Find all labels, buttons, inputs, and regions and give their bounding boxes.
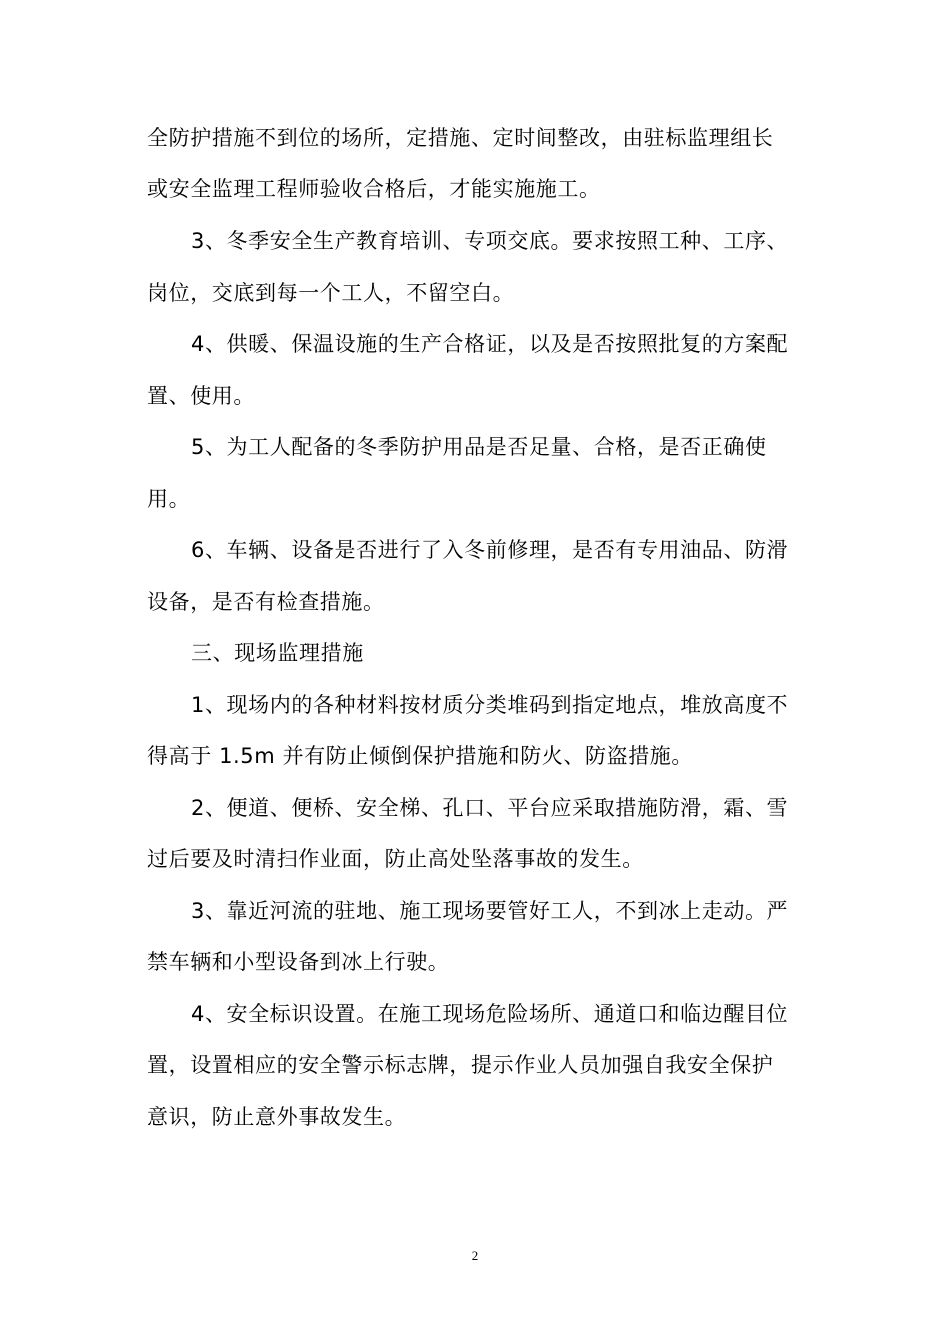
text-line: 置、使用。 [147, 384, 255, 408]
text-line: 或安全监理工程师验收合格后，才能实施施工。 [147, 177, 601, 201]
text-line: 5、为工人配备的冬季防护用品是否足量、合格，是否正确使 [191, 435, 767, 459]
text-line: 岗位，交底到每一个工人，不留空白。 [147, 281, 515, 305]
text-line: 3、靠近河流的驻地、施工现场要管好工人，不到冰上走动。严 [191, 899, 789, 923]
page-number: 2 [471, 1248, 479, 1263]
text-line: 禁车辆和小型设备到冰上行驶。 [147, 950, 450, 974]
text-line: 4、供暖、保温设施的生产合格证，以及是否按照批复的方案配 [191, 332, 789, 356]
text-line: 过后要及时清扫作业面，防止高处坠落事故的发生。 [147, 847, 644, 871]
text-line: 全防护措施不到位的场所，定措施、定时间整改，由驻标监理组长 [147, 126, 774, 150]
text-line: 置，设置相应的安全警示标志牌，提示作业人员加强自我安全保护 [147, 1053, 774, 1077]
text-line: 3、冬季安全生产教育培训、专项交底。要求按照工种、工序、 [191, 229, 789, 253]
text-line: 用。 [147, 487, 191, 511]
text-line: 4、安全标识设置。在施工现场危险场所、通道口和临边醒目位 [191, 1002, 789, 1026]
text-line: 1、现场内的各种材料按材质分类堆码到指定地点，堆放高度不 [191, 693, 789, 717]
section-heading: 三、现场监理措施 [191, 641, 364, 665]
text-line: 得高于 1.5m 并有防止倾倒保护措施和防火、防盗措施。 [147, 744, 694, 768]
text-line: 6、车辆、设备是否进行了入冬前修理，是否有专用油品、防滑 [191, 538, 789, 562]
text-line: 2、便道、便桥、安全梯、孔口、平台应采取措施防滑，霜、雪 [191, 796, 789, 820]
text-line: 意识，防止意外事故发生。 [147, 1105, 407, 1129]
text-line: 设备，是否有检查措施。 [147, 590, 385, 614]
